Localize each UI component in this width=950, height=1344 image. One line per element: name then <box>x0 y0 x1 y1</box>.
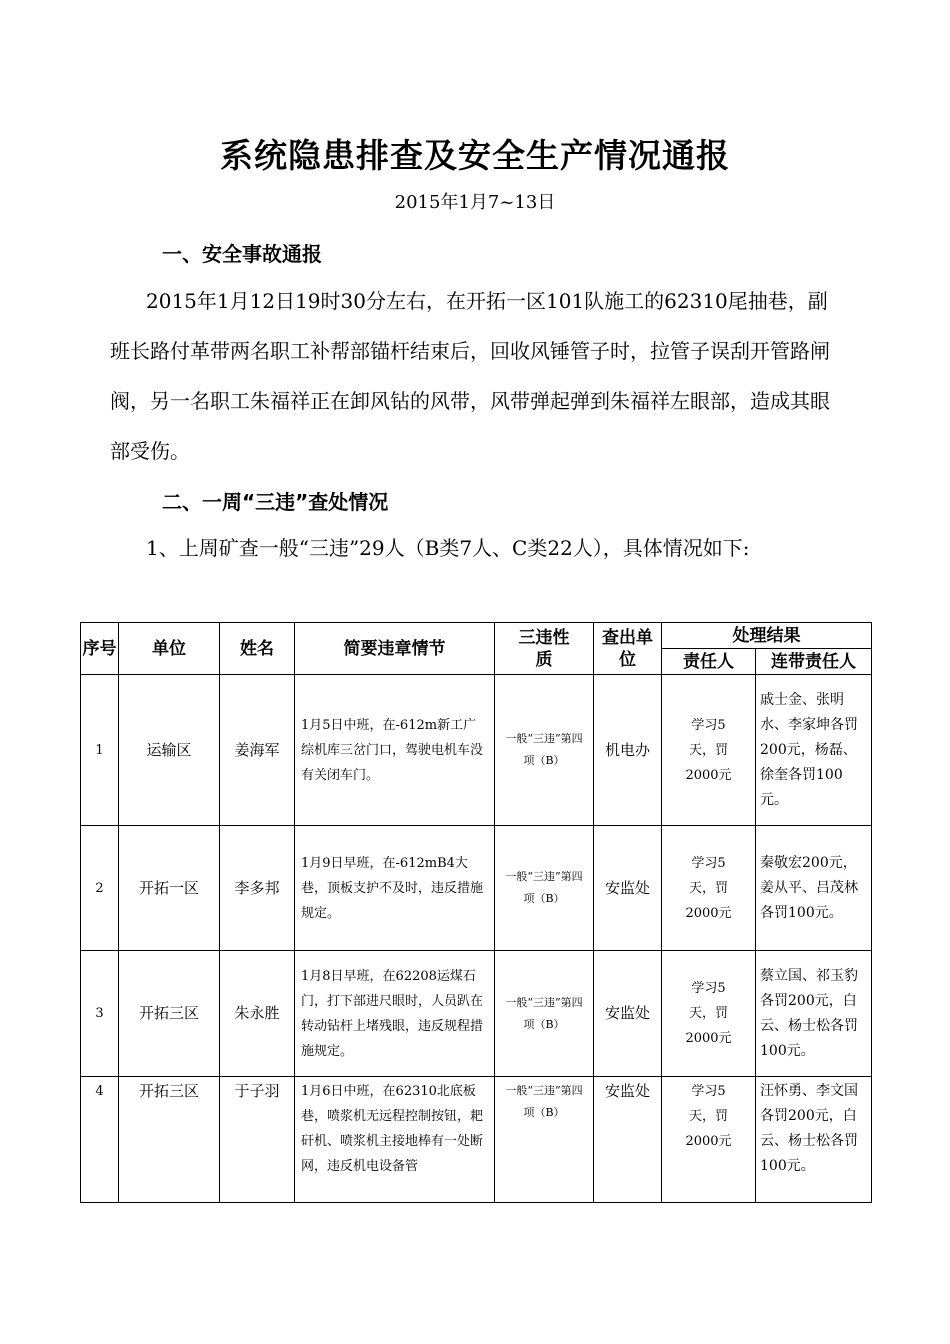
cell-nature: 一般“三违”第四项（B） <box>495 826 594 951</box>
cell-seq: 1 <box>81 675 119 826</box>
cell-seq: 2 <box>81 826 119 951</box>
cell-joint: 秦敬宏200元，姜从平、吕茂林各罚100元。 <box>756 826 872 951</box>
header-name: 姓名 <box>220 623 295 675</box>
cell-checker: 安监处 <box>594 951 662 1077</box>
cell-responsible: 学习5天，罚2000元 <box>662 1077 756 1203</box>
cell-unit: 运输区 <box>119 675 220 826</box>
header-result: 处理结果 <box>662 623 872 649</box>
cell-joint: 戚士金、张明水、李家坤各罚200元，杨磊、徐奎各罚100元。 <box>756 675 872 826</box>
cell-unit: 开拓三区 <box>119 1077 220 1203</box>
cell-responsible: 学习5天，罚2000元 <box>662 675 756 826</box>
report-date: 2015年1月7~13日 <box>394 192 556 213</box>
violation-intro-paragraph: 1、上周矿查一般“三违”29人（B类7人、C类22人），具体情况如下: <box>146 536 750 560</box>
table-row <box>81 951 872 1077</box>
header-checker: 查出单位 <box>594 623 662 675</box>
cell-unit: 开拓三区 <box>119 951 220 1077</box>
header-unit: 单位 <box>119 623 220 675</box>
header-joint: 连带责任人 <box>756 649 872 675</box>
cell-checker: 机电办 <box>594 675 662 826</box>
header-row-1 <box>81 623 872 649</box>
header-responsible: 责任人 <box>662 649 756 675</box>
table-row <box>81 675 872 826</box>
cell-desc: 1月8日早班，在62208运煤石门，打下部进尺眼时，人员趴在转动钻杆上堵残眼，违反规程措施规定。 <box>295 951 495 1077</box>
table-row <box>81 826 872 951</box>
cell-nature: 一般“三违”第四项（B） <box>495 1077 594 1203</box>
cell-name: 李多邦 <box>220 826 295 951</box>
cell-name: 于子羽 <box>220 1077 295 1203</box>
section2-intro-block <box>110 523 840 573</box>
cell-desc: 1月5日中班，在-612m新工广综机库三岔门口，驾驶电机车没有关闭车门。 <box>295 675 495 826</box>
cell-responsible: 学习5天，罚2000元 <box>662 826 756 951</box>
cell-name: 姜海军 <box>220 675 295 826</box>
violation-table <box>80 622 872 1203</box>
cell-desc: 1月9日早班，在-612mB4大巷，顶板支护不及时，违反措施规定。 <box>295 826 495 951</box>
cell-responsible: 学习5天，罚2000元 <box>662 951 756 1077</box>
cell-name: 朱永胜 <box>220 951 295 1077</box>
table-row <box>81 1077 872 1203</box>
cell-joint: 蔡立国、祁玉豹各罚200元，白云、杨士松各罚100元。 <box>756 951 872 1077</box>
cell-checker: 安监处 <box>594 1077 662 1203</box>
cell-seq: 3 <box>81 951 119 1077</box>
section1-heading: 一、安全事故通报 <box>162 242 322 266</box>
header-seq: 序号 <box>81 623 119 675</box>
section1-body <box>110 276 840 476</box>
header-desc: 简要违章情节 <box>295 623 495 675</box>
cell-nature: 一般“三违”第四项（B） <box>495 675 594 826</box>
accident-paragraph: 2015年1月12日19时30分左右，在开拓一区101队施工的62310尾抽巷，副班长路付革带两名职工补帮部锚杆结束后，回收风锤管子时，拉管子误刮开管路闸阀，另一名职工朱福祥正在卸风钻的风带，风带弹起弹到朱福祥左眼部，造成其眼部受伤。 <box>110 289 830 463</box>
cell-unit: 开拓一区 <box>119 826 220 951</box>
cell-joint: 汪怀勇、李文国各罚200元，白云、杨士松各罚100元。 <box>756 1077 872 1203</box>
cell-checker: 安监处 <box>594 826 662 951</box>
cell-seq: 4 <box>81 1077 119 1203</box>
cell-nature: 一般“三违”第四项（B） <box>495 951 594 1077</box>
report-title: 系统隐患排查及安全生产情况通报 <box>220 136 730 175</box>
header-nature: 三违性质 <box>495 623 594 675</box>
section2-heading: 二、一周“三违”查处情况 <box>162 490 389 514</box>
cell-desc: 1月6日中班，在62310北底板巷，喷浆机无远程控制按钮，耙矸机、喷浆机主接地棒有一处断网，违反机电设备管 <box>295 1077 495 1203</box>
